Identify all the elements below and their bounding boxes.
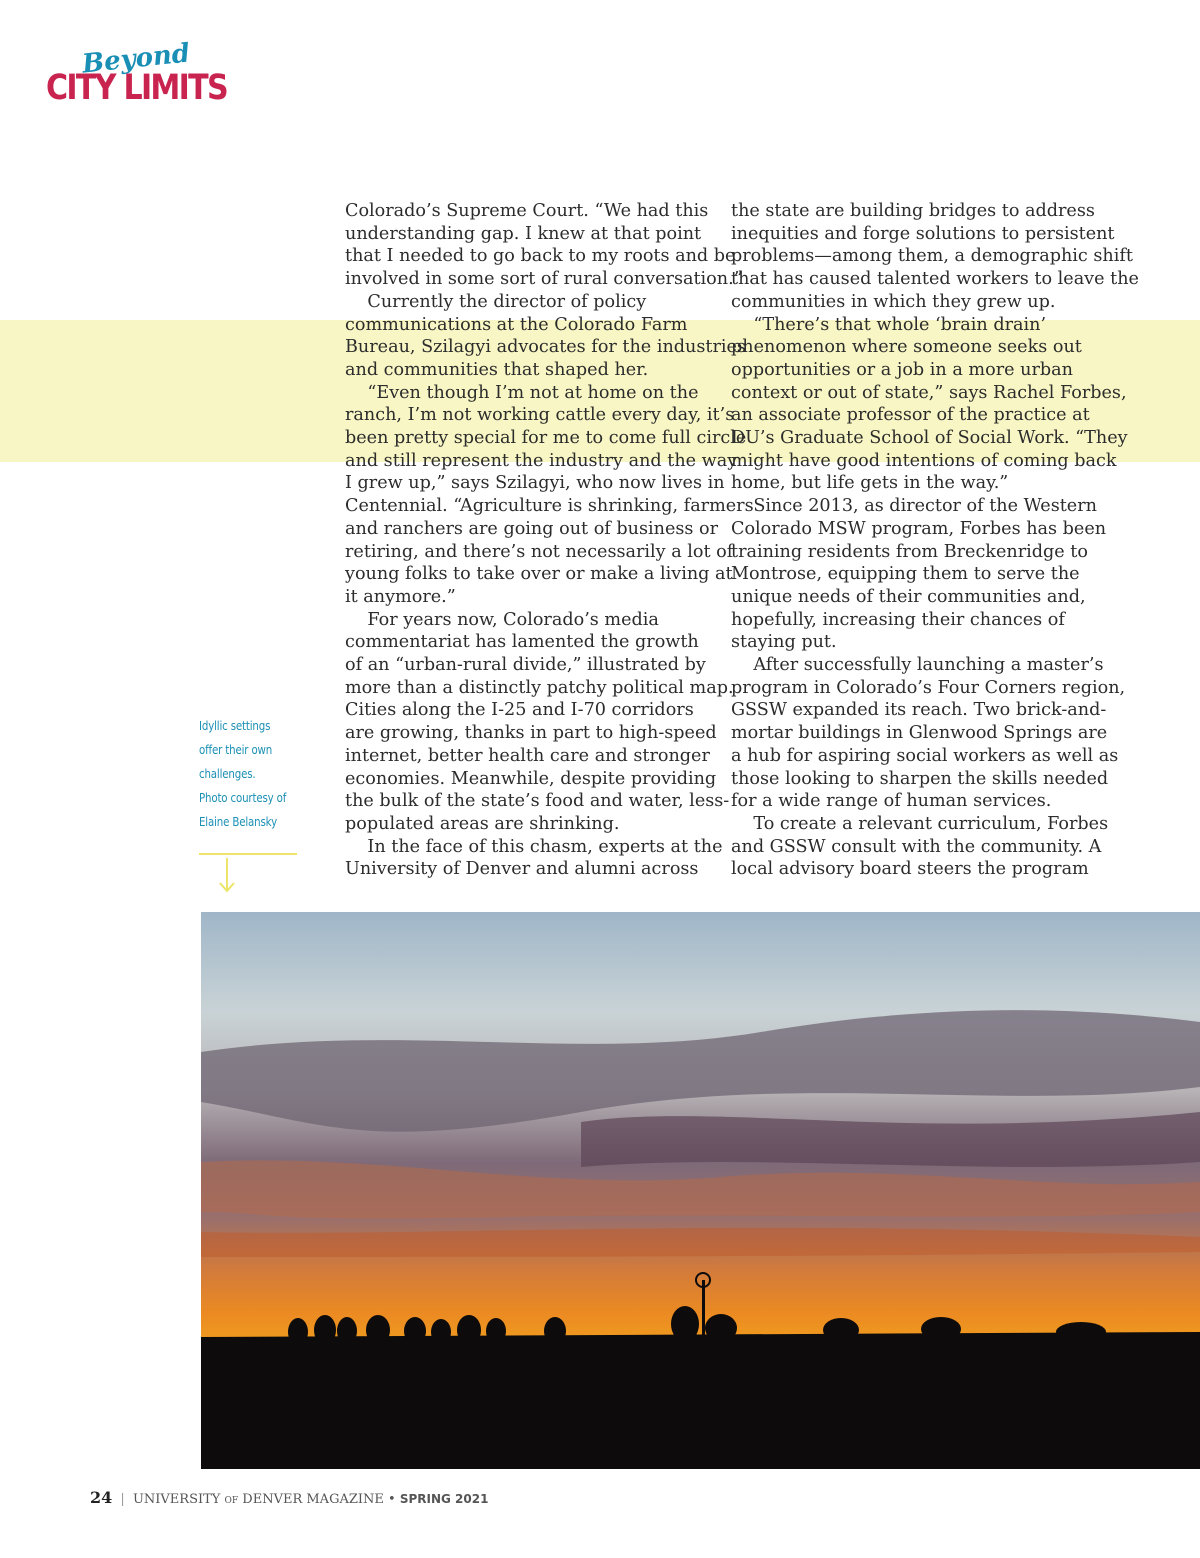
publication-name-of: OF xyxy=(224,1496,239,1506)
article-line: and still represent the industry and the way xyxy=(345,450,738,471)
article-line: mortar buildings in Glenwood Springs are xyxy=(731,723,1108,744)
caption-line: challenges. xyxy=(199,766,256,781)
article-line: and ranchers are going out of business or xyxy=(345,518,719,539)
article-line: more than a distinctly patchy political map. xyxy=(345,677,734,698)
article-line: opportunities or a job in a more urban xyxy=(731,359,1073,380)
article-line: an associate professor of the practice at xyxy=(731,405,1090,426)
article-line: Currently the director of policy xyxy=(345,291,647,312)
page-footer xyxy=(90,1488,488,1507)
article-line: the bulk of the state’s food and water, less- xyxy=(345,791,730,812)
article-column-left xyxy=(345,200,754,881)
issue-label: SPRING 2021 xyxy=(399,1492,489,1506)
article-line: involved in some sort of rural conversation.” xyxy=(345,269,743,290)
footer-separator: | xyxy=(120,1492,125,1507)
photo-caption xyxy=(199,714,289,834)
article-line: that I needed to go back to my roots and be xyxy=(345,246,736,267)
article-line: home, but life gets in the way.” xyxy=(731,473,1009,494)
article-line: been pretty special for me to come full circle xyxy=(345,428,747,449)
caption-line: offer their own xyxy=(199,742,273,757)
article-line: phenomenon where someone seeks out xyxy=(731,337,1082,358)
article-line: hopefully, increasing their chances of xyxy=(731,609,1065,630)
article-line: that has caused talented workers to leave the xyxy=(731,269,1139,290)
article-line: Colorado MSW program, Forbes has been xyxy=(731,518,1107,539)
article-line: inequities and forge solutions to persistent xyxy=(731,223,1115,244)
article-line: it anymore.” xyxy=(345,586,456,607)
article-line: Since 2013, as director of the Western xyxy=(731,496,1097,517)
article-line: retiring, and there’s not necessarily a lot of xyxy=(345,541,734,562)
article-line: communities in which they grew up. xyxy=(731,291,1056,312)
article-line: unique needs of their communities and, xyxy=(731,586,1086,607)
logo-script-text: Beyond xyxy=(80,38,192,80)
article-line: the state are building bridges to address xyxy=(731,201,1095,221)
article-line: context or out of state,” says Rachel Forbes, xyxy=(731,382,1127,403)
article-line: For years now, Colorado’s media xyxy=(345,609,659,630)
article-line: After successfully launching a master’s xyxy=(731,655,1104,676)
article-line: University of Denver and alumni across xyxy=(345,859,699,880)
article-line: training residents from Breckenridge to xyxy=(731,541,1088,562)
article-line: staying put. xyxy=(731,632,837,653)
article-line: for a wide range of human services. xyxy=(731,791,1052,812)
article-line: young folks to take over or make a living at xyxy=(345,564,733,585)
article-line: GSSW expanded its reach. Two brick-and- xyxy=(731,700,1107,721)
article-line: Cities along the I-25 and I-70 corridors xyxy=(345,700,694,721)
logo-main-text: CITY LIMITS xyxy=(46,68,227,108)
caption-line: Elaine Belansky xyxy=(199,814,278,829)
caption-line: Photo courtesy of xyxy=(199,790,287,805)
article-line: In the face of this chasm, experts at the xyxy=(345,836,723,857)
article-line: Colorado’s Supreme Court. “We had this xyxy=(345,201,709,221)
article-line: and GSSW consult with the community. A xyxy=(731,836,1102,857)
publication-name-part2: DENVER MAGAZINE xyxy=(242,1492,384,1507)
caption-line: Idyllic settings xyxy=(199,718,271,733)
page-number: 24 xyxy=(90,1488,113,1507)
down-arrow-icon xyxy=(217,856,237,894)
article-line: Montrose, equipping them to serve the xyxy=(731,564,1080,585)
article-line: Centennial. “Agriculture is shrinking, farmers xyxy=(345,496,754,517)
article-line: populated areas are shrinking. xyxy=(345,813,620,834)
article-line: “Even though I’m not at home on the xyxy=(345,382,699,403)
section-logo xyxy=(44,38,227,114)
article-line: of an “urban-rural divide,” illustrated by xyxy=(345,655,706,676)
article-line: commentariat has lamented the growth xyxy=(345,632,699,653)
footer-bullet: • xyxy=(388,1492,396,1507)
article-line: To create a relevant curriculum, Forbes xyxy=(731,813,1109,834)
article-line: “There’s that whole ‘brain drain’ xyxy=(731,314,1047,335)
article-line: problems—among them, a demographic shift xyxy=(731,246,1133,267)
article-line: understanding gap. I knew at that point xyxy=(345,223,702,244)
article-line: those looking to sharpen the skills needed xyxy=(731,768,1109,789)
sunset-photo xyxy=(201,912,1200,1469)
article-line: might have good intentions of coming back xyxy=(731,450,1117,471)
caption-rule xyxy=(199,853,297,855)
article-line: are growing, thanks in part to high-speed xyxy=(345,723,717,744)
article-line: local advisory board steers the program xyxy=(731,859,1089,880)
publication-name-part1: UNIVERSITY xyxy=(132,1492,221,1507)
article-line: I grew up,” says Szilagyi, who now lives in xyxy=(345,473,725,494)
article-line: internet, better health care and stronger xyxy=(345,745,710,766)
article-line: DU’s Graduate School of Social Work. “They xyxy=(731,428,1128,449)
article-line: economies. Meanwhile, despite providing xyxy=(345,768,717,789)
article-line: program in Colorado’s Four Corners region, xyxy=(731,677,1126,698)
article-line: communications at the Colorado Farm xyxy=(345,314,688,335)
article-line: a hub for aspiring social workers as well as xyxy=(731,745,1119,766)
article-line: ranch, I’m not working cattle every day, it’s xyxy=(345,405,735,426)
article-column-right xyxy=(731,200,1139,881)
article-line: Bureau, Szilagyi advocates for the industries xyxy=(345,337,746,358)
article-line: and communities that shaped her. xyxy=(345,359,649,380)
